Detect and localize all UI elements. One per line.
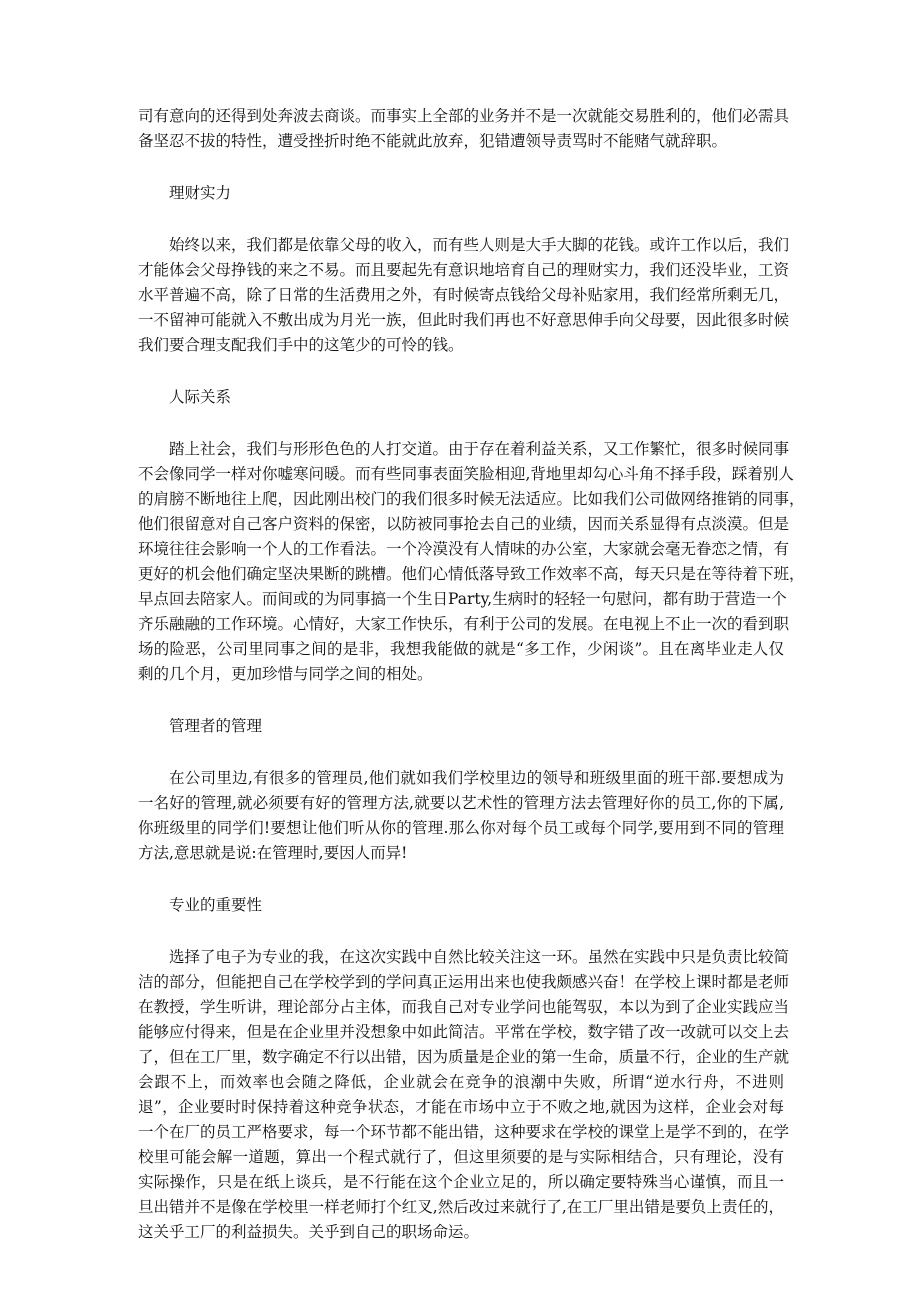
- paragraph-line: 这关乎工厂的利益损失。关乎到自己的职场命运。: [138, 1223, 480, 1241]
- paragraph-line: 剩的几个月，更加珍惜与同学之间的相处。: [138, 665, 433, 683]
- paragraph-line: 实际操作，只是在纸上谈兵，是不行能在这个企业立足的，所以确定要特殊当心谨慎，而且一: [138, 1173, 784, 1191]
- paragraph-line: 才能体会父母挣钱的来之不易。而且要起先有意识地培育自己的理财实力，我们还没毕业，工资: [138, 261, 790, 279]
- paragraph-line: 一名好的管理,就必须要有好的管理方法,就要以艺术性的管理方法去管理好你的员工,你的下属,: [138, 794, 784, 812]
- paragraph-line: 一不留神可能就入不敷出成为月光一族，但此时我们再也不好意思伸手向父母要，因此很多时候: [138, 311, 790, 329]
- section-heading-major: 专业的重要性: [169, 896, 263, 914]
- paragraph-line: 水平普遍不高，除了日常的生活费用之外，有时候寄点钱给父母补贴家用，我们经常所剩无几，: [138, 286, 790, 304]
- paragraph-line: 选择了电子为专业的我，在这次实践中自然比较关注这一环。虽然在实践中只是负责比较简: [169, 948, 790, 966]
- paragraph-line: 会跟不上，而效率也会随之降低，企业就会在竞争的浪潮中失败，所谓“逆水行舟，不进则: [138, 1073, 784, 1091]
- relationships-paragraph: [138, 437, 805, 687]
- paragraph-line: 踏上社会，我们与形形色色的人打交道。由于存在着利益关系，又工作繁忙，很多时候同事: [169, 440, 790, 458]
- paragraph-line: 旦出错并不是像在学校里一样老师打个红叉,然后改过来就行了,在工厂里出错是要负上责任的，: [138, 1198, 784, 1216]
- paragraph-line: 校里可能会解一道题，算出一个程式就行了，但这里须要的是与实际相结合，只有理论，没有: [138, 1148, 784, 1166]
- management-paragraph: [138, 766, 784, 866]
- finance-paragraph: [138, 233, 790, 358]
- paragraph-line: 场的险恶，公司里同事之间的是非，我想我能做的就是“多工作，少闲谈”。且在离毕业走人仅: [138, 640, 784, 658]
- section-heading-finance: 理财实力: [169, 184, 232, 202]
- paragraph-line: 能够应付得来，但是在企业里并没想象中如此简洁。平常在学校，数字错了改一改就可以交上去: [138, 1023, 790, 1041]
- paragraph-line: 早点回去陪家人。而间或的为同事搞一个生日Party,生病时的轻轻一句慰问，都有助于营造一个: [138, 590, 787, 608]
- section-heading-management: 管理者的管理: [169, 717, 263, 735]
- paragraph-line: 了，但在工厂里，数字确定不行以出错，因为质量是企业的第一生命，质量不行，企业的生产就: [138, 1048, 790, 1066]
- paragraph-line: 一个在厂的员工严格要求，每一个环节都不能出错，这种要求在学校的课堂上是学不到的，在学: [138, 1123, 790, 1141]
- paragraph-line: 退”，企业要时时保持着这种竞争状态，才能在市场中立于不败之地,就因为这样，企业会对每: [138, 1098, 784, 1116]
- intro-paragraph: [138, 104, 790, 154]
- major-paragraph: [138, 945, 790, 1245]
- paragraph-line: 环境往往会影响一个人的工作看法。一个冷漠没有人情味的办公室，大家就会毫无眷恋之情，有: [138, 540, 790, 558]
- paragraph-line: 洁的部分，但能把自己在学校学到的学问真正运用出来也使我颇感兴奋！在学校上课时都是老师: [138, 973, 790, 991]
- paragraph-line: 不会像同学一样对你嘘寒问暖。而有些同事表面笑脸相迎,背地里却勾心斗角不择手段，踩着别人: [138, 465, 794, 483]
- paragraph-line: 始终以来，我们都是依靠父母的收入，而有些人则是大手大脚的花钱。或许工作以后，我们: [169, 236, 790, 254]
- paragraph-line: 备坚忍不拔的特性，遭受挫折时绝不能就此放弃，犯错遭领导责骂时不能赌气就辞职。: [138, 132, 728, 150]
- paragraph-line: 的肩膀不断地往上爬，因此刚出校门的我们很多时候无法适应。比如我们公司做网络推销的同事，: [138, 490, 805, 508]
- section-heading-relationships: 人际关系: [169, 388, 232, 406]
- paragraph-line: 齐乐融融的工作环境。心情好，大家工作快乐，有利于公司的发展。在电视上不止一次的看到职: [138, 615, 790, 633]
- paragraph-line: 我们要合理支配我们手中的这笔少的可怜的钱。: [138, 336, 464, 354]
- paragraph-line: 方法,意思就是说:在管理时,要因人而异!: [138, 844, 408, 862]
- paragraph-line: 更好的机会他们确定坚决果断的跳槽。他们心情低落导致工作效率不高，每天只是在等待着下班，: [138, 565, 805, 583]
- paragraph-line: 司有意向的还得到处奔波去商谈。而事实上全部的业务并不是一次就能交易胜利的，他们必需具: [138, 107, 790, 125]
- document-page: [138, 104, 805, 1245]
- paragraph-line: 他们很留意对自己客户资料的保密，以防被同事抢去自己的业绩，因而关系显得有点淡漠。但是: [138, 515, 790, 533]
- paragraph-line: 在教授，学生听讲，理论部分占主体，而我自己对专业学问也能驾驭，本以为到了企业实践应当: [138, 998, 790, 1016]
- paragraph-line: 在公司里边,有很多的管理员,他们就如我们学校里边的领导和班级里面的班干部.要想成为: [169, 769, 784, 787]
- paragraph-line: 你班级里的同学们!要想让他们听从你的管理.那么你对每个员工或每个同学,要用到不同的管理: [138, 819, 784, 837]
